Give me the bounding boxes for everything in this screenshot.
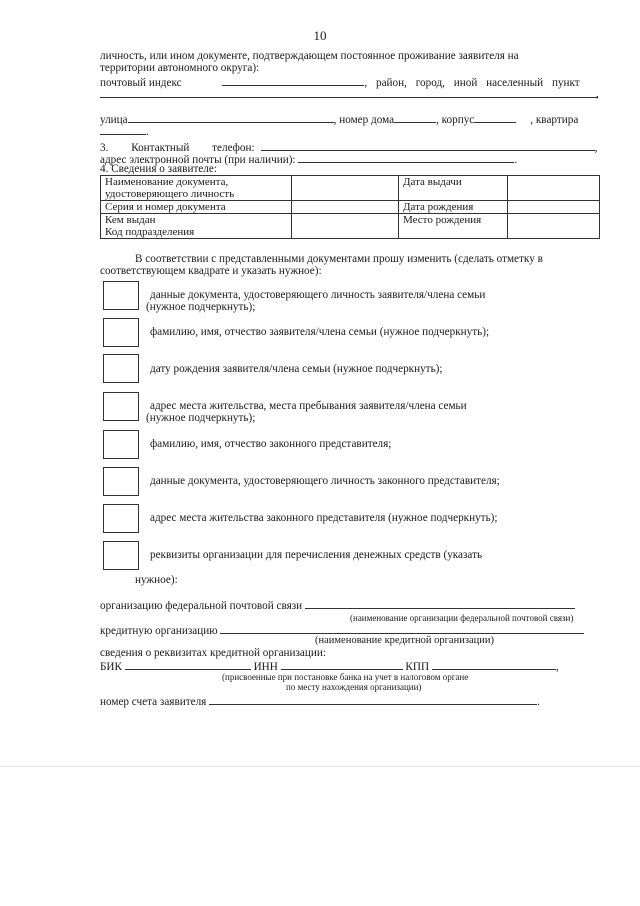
table-row: Наименование документа, удостоверяющего личность Дата выдачи	[101, 176, 600, 201]
issued-by-cell[interactable]	[292, 214, 399, 239]
page-bottom-margin	[0, 766, 640, 906]
district-label: , район, город, иной населенный пункт	[364, 77, 580, 89]
inn-label: ИНН	[253, 661, 278, 673]
phone-line: 3. Контактный телефон: ,	[100, 142, 598, 154]
postal-index-field[interactable]	[222, 75, 364, 86]
bik-label: БИК	[100, 661, 122, 673]
option-8-label-2: нужное):	[135, 574, 178, 586]
kpp-field[interactable]	[432, 659, 556, 670]
post-org-field[interactable]	[305, 598, 575, 609]
birth-place-cell[interactable]	[508, 214, 600, 239]
option-4-label-2: (нужное подчеркнуть);	[146, 412, 256, 424]
option-1-label: данные документа, удостоверяющего личность заявителя/члена семьи	[150, 289, 486, 301]
bik-field[interactable]	[125, 659, 251, 670]
option-5-checkbox[interactable]	[103, 430, 139, 459]
issue-date-cell[interactable]	[508, 176, 600, 201]
request-line-2: соответствующем квадрате и указать нужное):	[100, 265, 322, 277]
option-1-label-2: (нужное подчеркнуть);	[146, 301, 256, 313]
option-7-checkbox[interactable]	[103, 504, 139, 533]
kpp-label: КПП	[405, 661, 430, 673]
building-label: , корпус	[436, 114, 475, 126]
apartment-field[interactable]	[100, 124, 146, 135]
credit-org-label: кредитную организацию	[100, 625, 218, 637]
option-1-checkbox[interactable]	[103, 281, 139, 310]
credit-org-field[interactable]	[220, 623, 584, 634]
address-line-2	[100, 112, 600, 127]
option-4-checkbox[interactable]	[103, 392, 139, 421]
page-number: 10	[313, 28, 327, 43]
intro-line-1: личность, или ином документе, подтверждающем постоянное проживание заявителя на	[100, 50, 519, 62]
address-line-1	[100, 75, 600, 90]
address-blank-line[interactable]	[100, 97, 598, 98]
request-line-1: В соответствии с представленными документами прошу изменить (сделать отметку в	[135, 253, 543, 265]
doc-number-cell[interactable]	[292, 201, 399, 214]
apartment-label: , квартира	[530, 114, 579, 126]
credit-org-hint: (наименование кредитной организации)	[315, 635, 494, 646]
street-field[interactable]	[128, 112, 334, 123]
bank-codes-line: БИК ИНН КПП ,	[100, 661, 559, 673]
document-page: 10 личность, или ином документе, подтверждающем постоянное проживание заявителя на территории автономного округа): почтовый индекс , район, город, иной населенный пункт , улица , номер дома , корпус , квартира . 3. Контактный телефон: , адрес электронной почты (при наличии): . 4. Сведения о заявителе: Наименование документа, удостоверяющего личность Дата выдачи Серия и номер документа Дата рождения Кем выдан Код подразделения Место рождения В соответствии с представленными документами прошу изменить (сделать отметку в соответствующем квадрате и указать нужное): данные документа, удостоверяющего личность заявителя/члена семьи (нужное подчеркнуть); фамилию, имя, отчество заявителя/члена семьи (нужное подчеркнуть); дату рождения заявителя/члена семьи (нужное подчеркнуть); адрес места жительства, места пребывания заявителя/члена семьи (нужное подчеркнуть); фамилию, имя, отчество законного представителя; данные документа, удостоверяющего личность законного представителя; адрес места жительства законного представителя (нужное подчеркнуть); реквизиты организации для перечисления денежных средств (указать нужное): организацию федеральной почтовой связи (наименование организации федеральной почтовой связи) кредитную организацию (наименование кредитной организации) сведения о реквизитах кредитной организации: БИК ИНН КПП , (присвоенные при постановке банка на учет в налоговом органе по месту нахождения организации) номер счета заявителя .	[0, 0, 640, 766]
option-4-label: адрес места жительства, места пребывания заявителя/члена семьи	[150, 400, 467, 412]
option-3-label: дату рождения заявителя/члена семьи (нужное подчеркнуть);	[150, 363, 443, 375]
email-label: адрес электронной почты (при наличии):	[100, 154, 296, 166]
house-label: , номер дома	[333, 114, 395, 126]
option-2-checkbox[interactable]	[103, 318, 139, 347]
post-org-line	[100, 598, 575, 613]
option-5-label: фамилию, имя, отчество законного представителя;	[150, 438, 392, 450]
post-org-hint: (наименование организации федеральной почтовой связи)	[350, 613, 574, 623]
applicant-info-table	[100, 175, 600, 239]
intro-line-2: территории автономного округа):	[100, 62, 260, 74]
document-name-cell[interactable]	[292, 176, 399, 201]
table-row: Серия и номер документа Дата рождения	[101, 201, 600, 214]
account-field[interactable]	[209, 694, 537, 705]
tax-hint-1: (присвоенные при постановке банка на учет в налоговом органе	[222, 672, 469, 682]
option-6-label: данные документа, удостоверяющего личность законного представителя;	[150, 475, 500, 487]
account-line: номер счета заявителя .	[100, 696, 540, 708]
option-3-checkbox[interactable]	[103, 354, 139, 383]
option-6-checkbox[interactable]	[103, 467, 139, 496]
option-2-label: фамилию, имя, отчество заявителя/члена семьи (нужное подчеркнуть);	[150, 326, 490, 338]
house-field[interactable]	[394, 112, 436, 123]
option-7-label: адрес места жительства законного представителя (нужное подчеркнуть);	[150, 512, 498, 524]
bank-details-heading: сведения о реквизитах кредитной организации:	[100, 647, 326, 659]
building-field[interactable]	[474, 112, 516, 123]
tax-hint-2: по месту нахождения организации)	[286, 682, 422, 692]
email-line: адрес электронной почты (при наличии): .	[100, 154, 518, 166]
phone-field[interactable]	[261, 140, 595, 151]
birth-date-cell[interactable]	[508, 201, 600, 214]
option-8-checkbox[interactable]	[103, 541, 139, 570]
table-row: Кем выдан Код подразделения Место рождения	[101, 214, 600, 239]
post-org-label: организацию федеральной почтовой связи	[100, 600, 303, 612]
phone-label: 3. Контактный телефон:	[100, 142, 255, 154]
option-8-label: реквизиты организации для перечисления денежных средств (указать	[150, 549, 483, 561]
section-4-heading: 4. Сведения о заявителе:	[100, 163, 217, 175]
account-label: номер счета заявителя	[100, 696, 207, 708]
street-label: улица	[100, 114, 128, 126]
postal-index-label: почтовый индекс	[100, 77, 182, 89]
inn-field[interactable]	[281, 659, 403, 670]
email-field[interactable]	[298, 152, 514, 163]
